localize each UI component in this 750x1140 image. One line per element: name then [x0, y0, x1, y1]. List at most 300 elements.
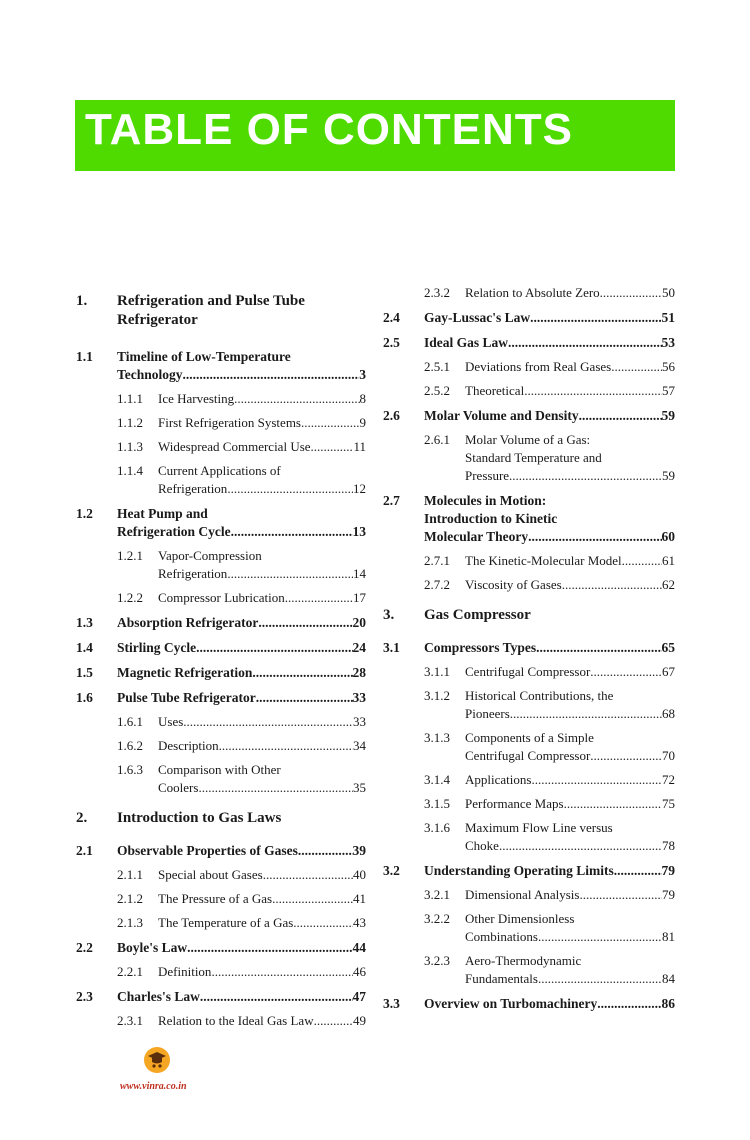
toc-entry-body [424, 334, 675, 352]
toc-entry-body [465, 687, 675, 723]
toc-entry-number: 2.7.1 [424, 553, 450, 568]
toc-entry-body [117, 348, 366, 384]
toc-entry-body [424, 492, 675, 546]
toc-subsection[interactable] [76, 390, 366, 408]
toc-entry-leader-line [424, 995, 675, 1013]
toc-entry-number: 3.3 [383, 996, 400, 1011]
toc-page-number: 33 [352, 690, 366, 705]
toc-entry-leader-line [465, 576, 675, 594]
toc-entry-title: Relation to the Ideal Gas Law [158, 1013, 314, 1028]
toc-entry-body [117, 939, 366, 957]
toc-entry-line: Components of a Simple [465, 730, 594, 745]
toc-entry-leader-line [117, 639, 366, 657]
toc-entry-number: 2.5 [383, 335, 400, 350]
toc-entry-body [465, 358, 675, 376]
toc-entry-title: Observable Properties of Gases [117, 843, 298, 858]
toc-entry-leader-line [465, 747, 675, 765]
toc-entry-title: Viscosity of Gases [465, 577, 562, 592]
toc-entry-leader-line [158, 914, 366, 932]
toc-entry-leader-line [158, 713, 366, 731]
toc-page-number: 17 [353, 590, 366, 605]
dot-leader [562, 576, 662, 594]
toc-page-number: 56 [662, 359, 675, 374]
toc-entry-number: 2.4 [383, 310, 400, 325]
toc-entry-number: 2.1 [76, 843, 93, 858]
toc-page-number: 75 [662, 796, 675, 811]
toc-column-left [76, 284, 366, 1030]
dot-leader [227, 565, 353, 583]
toc-page-number: 51 [661, 310, 675, 325]
toc-entry-leader-line [465, 771, 675, 789]
toc-subsection[interactable] [383, 687, 675, 723]
toc-entry-number: 2.2 [76, 940, 93, 955]
toc-entry-title: Coolers [158, 780, 199, 795]
toc-entry-title: Overview on Turbomachinery [424, 996, 598, 1011]
toc-entry-body [424, 309, 675, 327]
toc-subsection[interactable] [383, 819, 675, 855]
toc-page-number: 34 [353, 738, 366, 753]
toc-entry-leader-line [465, 795, 675, 813]
toc-subsection[interactable] [76, 914, 366, 932]
toc-page-number: 13 [352, 524, 366, 539]
toc-entry-number: 2.5.1 [424, 359, 450, 374]
toc-page-number: 49 [353, 1013, 366, 1028]
toc-entry-title: Widespread Commercial Use [158, 439, 311, 454]
toc-page-number: 78 [662, 838, 675, 853]
toc-entry-leader-line [117, 366, 366, 384]
toc-entry-number: 2.3 [76, 989, 93, 1004]
toc-entry-line: Timeline of Low-Temperature [117, 349, 291, 364]
toc-page-number: 53 [661, 335, 675, 350]
toc-section[interactable] [76, 505, 366, 541]
toc-entry-title: Centrifugal Compressor [465, 664, 591, 679]
toc-entry-number: 1.1.2 [117, 415, 143, 430]
dot-leader [611, 358, 662, 376]
toc-subsection[interactable] [383, 729, 675, 765]
toc-entry-body [117, 292, 366, 330]
toc-entry-title: Combinations [465, 929, 538, 944]
toc-entry-title: Pulse Tube Refrigerator [117, 690, 256, 705]
toc-entry-title: First Refrigeration Systems [158, 415, 301, 430]
toc-entry-title: Stirling Cycle [117, 640, 197, 655]
toc-entry-title: Molecular Theory [424, 529, 529, 544]
toc-entry-number: 2.3.1 [117, 1013, 143, 1028]
toc-entry-leader-line [158, 1012, 366, 1030]
dot-leader [258, 614, 352, 632]
toc-page-number: 62 [662, 577, 675, 592]
dot-leader [311, 438, 354, 456]
dot-leader [263, 866, 353, 884]
toc-page-number: 24 [352, 640, 366, 655]
toc-section[interactable] [76, 939, 366, 957]
toc-page-number: 43 [353, 915, 366, 930]
toc-entry-number: 1.1.4 [117, 463, 143, 478]
toc-entry-leader-line [424, 334, 675, 352]
toc-entry-line: Gas Compressor [424, 607, 531, 623]
toc-entry-body [424, 862, 675, 880]
toc-entry-title: Applications [465, 772, 532, 787]
toc-entry-leader-line [158, 438, 366, 456]
dot-leader [579, 407, 662, 425]
toc-page-number: 57 [662, 383, 675, 398]
toc-entry-body [465, 552, 675, 570]
toc-page-number: 44 [352, 940, 366, 955]
dot-leader [200, 988, 353, 1006]
toc-entry-leader-line [117, 689, 366, 707]
toc-entry-body [465, 771, 675, 789]
dot-leader [622, 552, 662, 570]
toc-entry-line: Other Dimensionless [465, 911, 575, 926]
toc-page-number: 65 [661, 640, 675, 655]
dot-leader [538, 970, 662, 988]
toc-entry-body [158, 890, 366, 908]
toc-subsection[interactable] [76, 737, 366, 755]
toc-chapter[interactable] [76, 292, 366, 330]
toc-entry-body [424, 639, 675, 657]
dot-leader [510, 705, 662, 723]
dot-leader [298, 842, 353, 860]
toc-entry-body [117, 505, 366, 541]
toc-entry-leader-line [424, 309, 675, 327]
dot-leader [590, 747, 662, 765]
toc-entry-body [424, 995, 675, 1013]
toc-entry-line: Molecules in Motion: [424, 493, 547, 508]
dot-leader [597, 995, 661, 1013]
toc-entry-line: Introduction to Gas Laws [117, 810, 282, 826]
toc-entry-leader-line [465, 358, 675, 376]
toc-entry-number: 2.1.2 [117, 891, 143, 906]
toc-page-number: 39 [352, 843, 366, 858]
toc-entry-number: 3.1.3 [424, 730, 450, 745]
toc-chapter[interactable] [76, 809, 366, 828]
dot-leader [509, 467, 662, 485]
toc-section[interactable] [383, 639, 675, 657]
toc-subsection[interactable] [383, 284, 675, 302]
toc-entry-number: 1.1.1 [117, 391, 143, 406]
toc-section[interactable] [383, 492, 675, 546]
toc-entry-leader-line [158, 866, 366, 884]
toc-entry-body [465, 576, 675, 594]
toc-page-number: 33 [353, 714, 366, 729]
dot-leader [285, 589, 353, 607]
dot-leader [536, 639, 661, 657]
toc-entry-title: Refrigeration Cycle [117, 524, 231, 539]
toc-subsection[interactable] [76, 438, 366, 456]
toc-entry-title: The Temperature of a Gas [158, 915, 294, 930]
toc-entry-number: 2.1.3 [117, 915, 143, 930]
toc-section[interactable] [383, 309, 675, 327]
toc-entry-leader-line [158, 589, 366, 607]
toc-entry-title: Refrigeration [158, 566, 228, 581]
toc-page-number: 8 [359, 391, 366, 406]
toc-entry-leader-line [158, 963, 366, 981]
toc-page-number: 20 [352, 615, 366, 630]
toc-subsection[interactable] [383, 576, 675, 594]
toc-column-right [383, 284, 675, 1013]
toc-entry-number: 1.4 [76, 640, 93, 655]
toc-entry-body [117, 809, 366, 828]
toc-subsection[interactable] [383, 663, 675, 681]
toc-page-number: 12 [353, 481, 366, 496]
toc-page-number: 60 [661, 529, 675, 544]
toc-page-number: 68 [662, 706, 675, 721]
dot-leader [590, 663, 662, 681]
toc-entry-body [158, 713, 366, 731]
toc-entry-leader-line [158, 565, 366, 583]
toc-entry-number: 3.1.4 [424, 772, 450, 787]
toc-page-number: 47 [352, 989, 366, 1004]
toc-subsection[interactable] [76, 761, 366, 797]
dot-leader [579, 886, 662, 904]
toc-entry-leader-line [158, 414, 366, 432]
toc-entry-body [158, 462, 366, 498]
toc-page-number: 9 [359, 415, 366, 430]
toc-entry-number: 2.1.1 [117, 867, 143, 882]
toc-entry-leader-line [117, 664, 366, 682]
toc-entry-body [158, 438, 366, 456]
toc-entry-line: Heat Pump and [117, 506, 208, 521]
toc-entry-leader-line [465, 928, 675, 946]
toc-entry-leader-line [465, 284, 675, 302]
toc-entry-title: Gay-Lussac's Law [424, 310, 531, 325]
toc-subsection[interactable] [383, 552, 675, 570]
dot-leader [600, 284, 662, 302]
toc-section[interactable] [76, 348, 366, 384]
toc-subsection[interactable] [383, 358, 675, 376]
toc-entry-leader-line [424, 639, 675, 657]
toc-subsection[interactable] [76, 963, 366, 981]
toc-subsection[interactable] [383, 771, 675, 789]
toc-entry-leader-line [465, 837, 675, 855]
toc-section[interactable] [76, 664, 366, 682]
toc-entry-number: 1.2.1 [117, 548, 143, 563]
toc-entry-number: 2.5.2 [424, 383, 450, 398]
toc-subsection[interactable] [76, 547, 366, 583]
dot-leader [196, 639, 352, 657]
dot-leader [234, 390, 359, 408]
toc-entry-body [158, 963, 366, 981]
toc-section[interactable] [383, 862, 675, 880]
toc-entry-body [158, 547, 366, 583]
toc-section[interactable] [383, 334, 675, 352]
toc-entry-number: 3. [383, 607, 395, 623]
toc-entry-body [158, 866, 366, 884]
toc-entry-title: Performance Maps [465, 796, 564, 811]
toc-entry-title: The Pressure of a Gas [158, 891, 273, 906]
toc-entry-number: 2. [76, 810, 88, 826]
toc-subsection[interactable] [383, 795, 675, 813]
dot-leader [524, 382, 662, 400]
toc-entry-body [117, 988, 366, 1006]
toc-entry-number: 1.6 [76, 690, 93, 705]
toc-entry-body [465, 886, 675, 904]
dot-leader [538, 928, 662, 946]
toc-entry-leader-line [465, 663, 675, 681]
toc-entry-number: 3.2.3 [424, 953, 450, 968]
toc-entry-body [424, 606, 675, 625]
toc-section[interactable] [76, 639, 366, 657]
toc-page-number: 40 [353, 867, 366, 882]
toc-entry-title: Dimensional Analysis [465, 887, 580, 902]
toc-entry-leader-line [158, 390, 366, 408]
toc-page-number: 41 [353, 891, 366, 906]
toc-entry-number: 1.6.3 [117, 762, 143, 777]
page-title: TABLE OF CONTENTS [85, 105, 573, 154]
toc-entry-title: Description [158, 738, 219, 753]
toc-entry-title: Absorption Refrigerator [117, 615, 259, 630]
toc-entry-body [465, 284, 675, 302]
dot-leader [614, 862, 662, 880]
toc-section[interactable] [76, 689, 366, 707]
toc-entry-title: The Kinetic-Molecular Model [465, 553, 622, 568]
toc-entry-title: Theoretical [465, 383, 525, 398]
toc-section[interactable] [76, 842, 366, 860]
toc-entry-number: 3.2.2 [424, 911, 450, 926]
toc-page-number: 11 [353, 439, 366, 454]
dot-leader [508, 334, 661, 352]
toc-subsection[interactable] [76, 866, 366, 884]
dot-leader [301, 414, 360, 432]
toc-entry-body [117, 614, 366, 632]
toc-entry-body [117, 689, 366, 707]
toc-page-number: 67 [662, 664, 675, 679]
dot-leader [231, 523, 353, 541]
toc-entry-number: 2.7 [383, 493, 400, 508]
toc-subsection[interactable] [76, 713, 366, 731]
toc-entry-number: 2.2.1 [117, 964, 143, 979]
toc-entry-leader-line [465, 467, 675, 485]
toc-entry-body [158, 1012, 366, 1030]
toc-entry-line: Refrigeration and Pulse Tube [117, 293, 305, 309]
toc-entry-body [465, 431, 675, 485]
toc-entry-body [117, 664, 366, 682]
toc-entry-title: Understanding Operating Limits [424, 863, 614, 878]
toc-entry-leader-line [117, 523, 366, 541]
toc-entry-number: 1.1 [76, 349, 93, 364]
toc-entry-line: Vapor-Compression [158, 548, 262, 563]
toc-entry-body [117, 842, 366, 860]
toc-subsection[interactable] [383, 886, 675, 904]
toc-entry-leader-line [465, 886, 675, 904]
toc-subsection[interactable] [76, 589, 366, 607]
toc-page-number: 14 [353, 566, 366, 581]
toc-entry-leader-line [465, 970, 675, 988]
toc-entry-body [424, 407, 675, 425]
toc-entry-line: Refrigerator [117, 312, 198, 328]
dot-leader [564, 795, 662, 813]
dot-leader [183, 366, 360, 384]
header-banner [75, 100, 675, 171]
toc-entry-line: Historical Contributions, the [465, 688, 614, 703]
toc-page-number: 86 [661, 996, 675, 1011]
dot-leader [256, 689, 353, 707]
toc-subsection[interactable] [76, 890, 366, 908]
toc-entry-body [465, 795, 675, 813]
toc-entry-body [158, 914, 366, 932]
toc-entry-number: 3.1 [383, 640, 400, 655]
toc-subsection[interactable] [383, 382, 675, 400]
toc-page-number: 59 [661, 408, 675, 423]
toc-entry-title: Choke [465, 838, 499, 853]
toc-entry-title: Uses [158, 714, 184, 729]
toc-entry-number: 1.6.1 [117, 714, 143, 729]
toc-page-number: 50 [662, 285, 675, 300]
toc-subsection[interactable] [76, 462, 366, 498]
toc-entry-line: Maximum Flow Line versus [465, 820, 613, 835]
toc-entry-title: Definition [158, 964, 212, 979]
toc-entry-title: Special about Gases [158, 867, 263, 882]
dot-leader [211, 963, 353, 981]
toc-subsection[interactable] [383, 910, 675, 946]
toc-entry-body [465, 910, 675, 946]
toc-chapter[interactable] [383, 606, 675, 625]
toc-entry-line: Molar Volume of a Gas: [465, 432, 591, 447]
toc-entry-leader-line [465, 382, 675, 400]
toc-entry-title: Relation to Absolute Zero [465, 285, 600, 300]
toc-section[interactable] [383, 407, 675, 425]
toc-entry-title: Compressor Lubrication [158, 590, 285, 605]
toc-entry-leader-line [465, 705, 675, 723]
toc-entry-line: Standard Temperature and [465, 450, 602, 465]
toc-subsection[interactable] [76, 414, 366, 432]
toc-entry-body [158, 390, 366, 408]
toc-entry-title: Ice Harvesting [158, 391, 235, 406]
toc-page-number: 61 [662, 553, 675, 568]
toc-entry-body [158, 761, 366, 797]
toc-entry-body [465, 382, 675, 400]
toc-entry-line: Introduction to Kinetic [424, 511, 558, 526]
website-link[interactable]: www.vinra.co.in [120, 1081, 187, 1092]
dot-leader [272, 890, 353, 908]
toc-subsection[interactable] [383, 431, 675, 485]
toc-entry-title: Centrifugal Compressor [465, 748, 591, 763]
toc-entry-body [465, 952, 675, 988]
publisher-logo-icon [144, 1047, 170, 1073]
toc-entry-number: 2.3.2 [424, 285, 450, 300]
toc-entry-title: Fundamentals [465, 971, 538, 986]
toc-entry-number: 1.6.2 [117, 738, 143, 753]
toc-section[interactable] [383, 995, 675, 1013]
dot-leader [528, 528, 661, 546]
toc-entry-number: 3.2 [383, 863, 400, 878]
toc-entry-title: Charles's Law [117, 989, 200, 1004]
toc-section[interactable] [76, 988, 366, 1006]
toc-entry-title: Pressure [465, 468, 510, 483]
toc-entry-leader-line [424, 407, 675, 425]
toc-entry-number: 2.6 [383, 408, 400, 423]
toc-subsection[interactable] [76, 1012, 366, 1030]
toc-entry-line: Current Applications of [158, 463, 281, 478]
toc-entry-body [465, 663, 675, 681]
toc-entry-body [117, 639, 366, 657]
toc-entry-leader-line [158, 480, 366, 498]
toc-entry-number: 3.2.1 [424, 887, 450, 902]
toc-entry-title: Ideal Gas Law [424, 335, 509, 350]
toc-entry-title: Technology [117, 367, 183, 382]
toc-entry-title: Deviations from Real Gases [465, 359, 612, 374]
dot-leader [198, 779, 353, 797]
toc-subsection[interactable] [383, 952, 675, 988]
toc-entry-line: Comparison with Other [158, 762, 281, 777]
toc-entry-title: Refrigeration [158, 481, 228, 496]
dot-leader [183, 713, 353, 731]
toc-entry-title: Molar Volume and Density [424, 408, 579, 423]
toc-entry-number: 1.5 [76, 665, 93, 680]
toc-page-number: 3 [359, 367, 366, 382]
toc-section[interactable] [76, 614, 366, 632]
toc-page-number: 79 [661, 863, 675, 878]
toc-entry-number: 1.1.3 [117, 439, 143, 454]
